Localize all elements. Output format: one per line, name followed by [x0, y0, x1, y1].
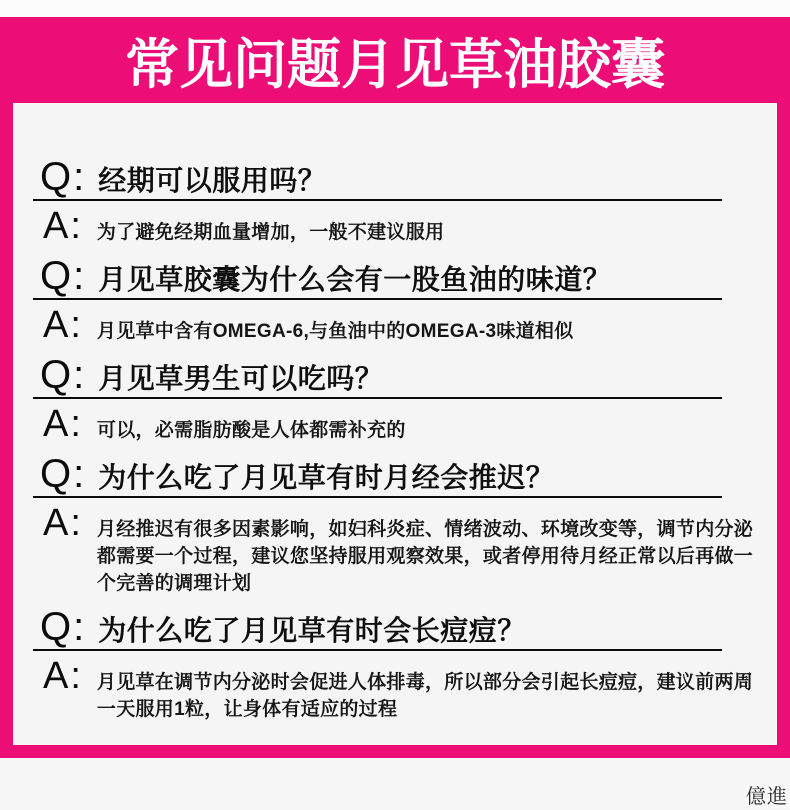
- faq-section-3: [13, 355, 777, 444]
- question-prefix: Q:: [40, 155, 87, 199]
- answer-prefix: A:: [43, 403, 83, 445]
- top-margin-strip: [0, 0, 790, 17]
- faq-section-5: [13, 607, 777, 723]
- answer-prefix: A:: [43, 655, 83, 697]
- question-text: 经期可以服用吗？: [98, 165, 327, 196]
- answer-row: [43, 405, 777, 444]
- answer-text: 月经推迟有很多因素影响，如妇科炎症、情绪波动、环境改变等，调节内分泌都需要一个过程，建议您坚持服用观察效果，或者停用待月经正常以后再做一个完善的调理计划: [96, 519, 754, 594]
- question-row: [40, 607, 757, 647]
- question-row: [40, 355, 757, 395]
- page-title: 常见问题月见草油胶囊: [125, 34, 665, 95]
- question-text: 月见草胶囊为什么会有一股鱼油的味道？: [98, 264, 612, 295]
- answer-prefix: A:: [43, 205, 83, 247]
- question-row: [40, 454, 757, 494]
- question-text: 为什么吃了月见草有时会长痘痘？: [98, 615, 526, 646]
- faq-section-4: [13, 454, 777, 597]
- answer-text: 月见草在调节内分泌时会促进人体排毒，所以部分会引起长痘痘，建议前两周一天服用1粒，让身体有适应的过程: [96, 672, 754, 720]
- bottom-margin-strip: [0, 758, 790, 810]
- answer-text: 为了避免经期血量增加，一般不建议服用: [96, 222, 445, 243]
- answer-prefix: A:: [43, 304, 83, 346]
- question-row: [40, 157, 757, 197]
- brand-watermark: 億進: [746, 786, 788, 808]
- question-text: 为什么吃了月见草有时月经会推迟？: [98, 462, 555, 493]
- answer-text: 可以，必需脂肪酸是人体都需补充的: [96, 420, 406, 441]
- faq-section-1: [13, 157, 777, 246]
- answer-row: [43, 306, 777, 345]
- question-prefix: Q:: [40, 254, 87, 298]
- answer-prefix: A:: [43, 502, 83, 544]
- faq-section-2: [13, 256, 777, 345]
- page-header: [0, 17, 790, 103]
- question-prefix: Q:: [40, 353, 87, 397]
- faq-panel: [13, 103, 777, 745]
- question-row: [40, 256, 757, 296]
- question-prefix: Q:: [40, 605, 87, 649]
- question-text: 月见草男生可以吃吗？: [98, 363, 384, 394]
- answer-text: 月见草中含有OMEGA-6,与鱼油中的OMEGA-3味道相似: [96, 321, 574, 342]
- question-prefix: Q:: [40, 452, 87, 496]
- answer-row: [43, 504, 777, 597]
- answer-row: [43, 207, 777, 246]
- answer-row: [43, 657, 777, 723]
- pink-frame: [0, 103, 790, 758]
